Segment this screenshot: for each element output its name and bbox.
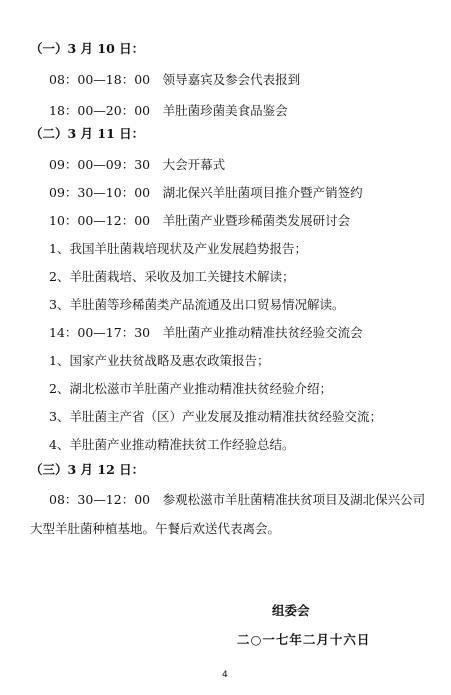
section-1-heading: （一）3 月 10 日： — [30, 41, 145, 56]
schedule-item: 2、羊肚菌栽培、采收及加工关键技术解读； — [49, 269, 295, 284]
schedule-item: 1、我国羊肚菌栽培现状及产业发展趋势报告； — [49, 241, 307, 256]
section-3-heading: （三）3 月 12 日： — [30, 462, 145, 477]
schedule-item: 4、羊肚菌产业推动精准扶贫工作经验总结。 — [49, 437, 295, 452]
page-number: 4 — [222, 670, 228, 680]
schedule-item: 08：30—12：00 参观松滋市羊肚菌精准扶贫项目及湖北保兴公司 — [49, 492, 426, 507]
schedule-item: 2、湖北松滋市羊肚菌产业推动精准扶贫经验介绍； — [49, 381, 332, 396]
schedule-item: 3、羊肚菌等珍稀菌类产品流通及出口贸易情况解读。 — [49, 297, 345, 312]
schedule-item: 3、羊肚菌主产省（区）产业发展及推动精准扶贫经验交流； — [49, 409, 382, 424]
section-2-heading: （二）3 月 11 日： — [30, 126, 145, 141]
schedule-item: 09：00—09：30 大会开幕式 — [49, 157, 226, 172]
schedule-item: 18：00—20：00 羊肚菌珍菌美食品鉴会 — [49, 103, 288, 118]
schedule-item: 08：00—18：00 领导嘉宾及参会代表报到 — [49, 72, 301, 87]
organizer-signature: 组委会 — [272, 603, 310, 618]
schedule-item: 14：00—17：30 羊肚菌产业推动精准扶贫经验交流会 — [49, 325, 363, 340]
schedule-item: 10：00—12：00 羊肚菌产业暨珍稀菌类发展研讨会 — [49, 213, 351, 228]
schedule-item-continuation: 大型羊肚菌种植基地。午餐后欢送代表离会。 — [30, 521, 281, 536]
signature-date: 二○一七年二月十六日 — [237, 632, 371, 647]
schedule-item: 1、国家产业扶贫战略及惠农政策报告； — [49, 353, 270, 368]
schedule-item: 09：30—10：00 湖北保兴羊肚菌项目推介暨产销签约 — [49, 185, 363, 200]
